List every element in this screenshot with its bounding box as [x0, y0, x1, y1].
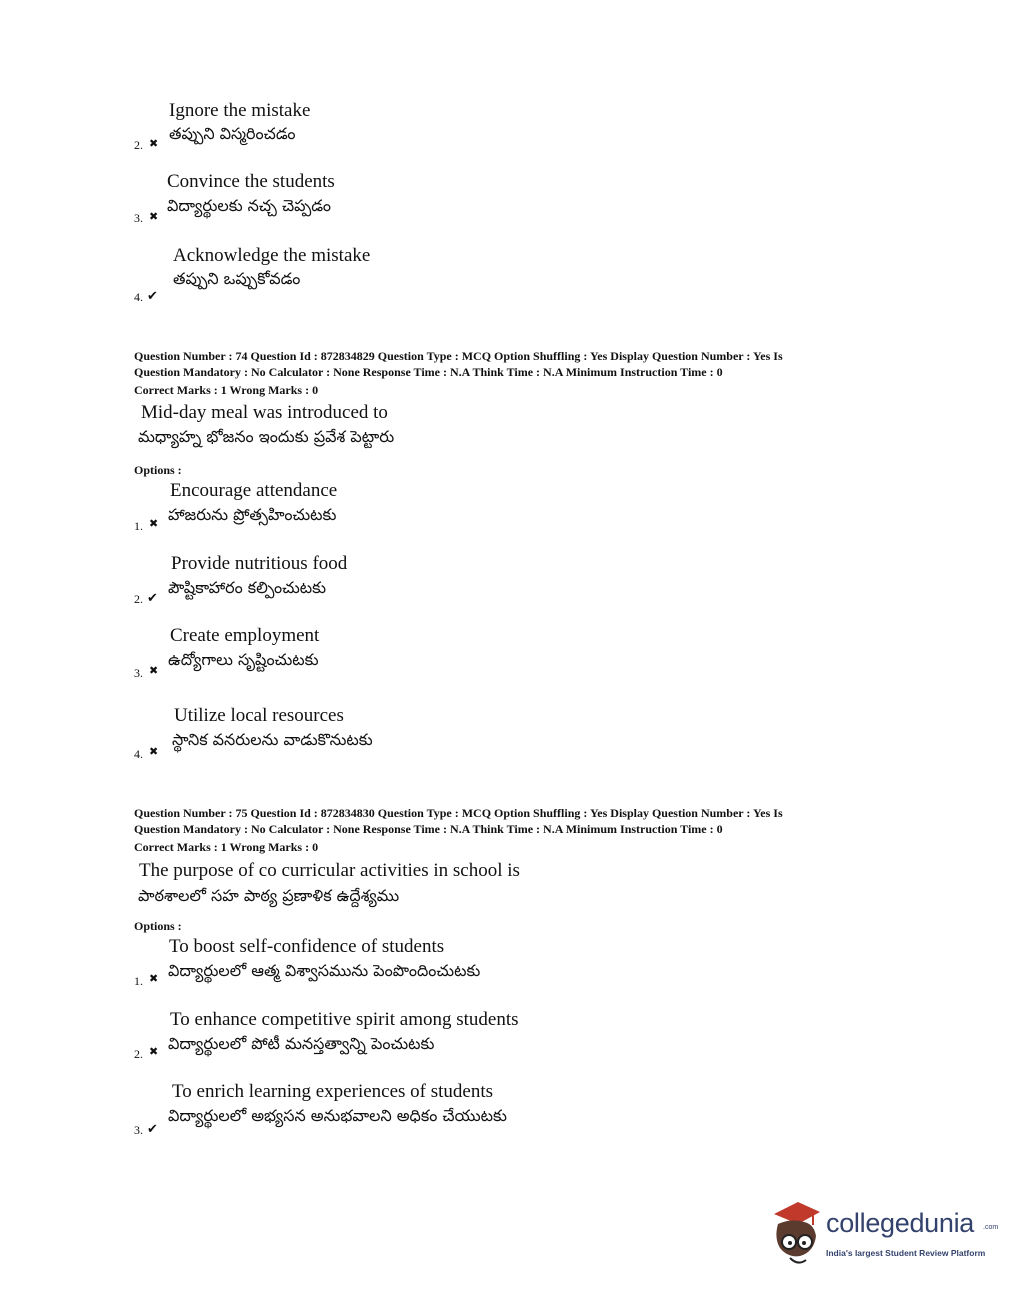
correct-mark-icon: ✔: [147, 590, 158, 605]
option-number: 1.: [134, 974, 143, 988]
option-text-en: To enrich learning experiences of students: [172, 1081, 494, 1102]
option-text-en: To boost self-confidence of students: [169, 936, 445, 957]
question-marks: Correct Marks : 1 Wrong Marks : 0: [134, 840, 319, 854]
option-text-te: విద్యార్థులలో అభ్యసన అనుభవాలని అధికం చేయుటకు: [168, 1106, 507, 1125]
logo-domain: .com: [983, 1224, 999, 1231]
wrong-mark-icon: ✖: [149, 138, 159, 150]
wrong-mark-icon: ✖: [149, 1046, 159, 1058]
options-label: Options :: [134, 919, 182, 933]
option-text-te: విద్యార్థులలో పోటీ మనస్తత్వాన్ని పెంచుటకు: [168, 1034, 435, 1053]
option-number: 3.: [134, 211, 143, 225]
option-text-en: Provide nutritious food: [171, 553, 348, 574]
option-number: 2.: [134, 1047, 143, 1061]
question-meta-line: Question Mandatory : No Calculator : None Response Time : N.A Think Time : N.A Minimum Instruction Time : 0: [134, 822, 723, 836]
wrong-mark-icon: ✖: [149, 518, 159, 530]
option-text-te: తప్పుని విస్మరించడం: [169, 124, 296, 143]
option-text-te: పౌష్టికాహారం కల్పించుటకు: [168, 578, 327, 597]
option-number: 3.: [134, 1123, 143, 1137]
option-number: 1.: [134, 519, 143, 533]
option-number: 2.: [134, 592, 143, 606]
option-text-en: To enhance competitive spirit among students: [170, 1009, 519, 1030]
option-text-en: Convince the students: [167, 171, 335, 192]
wrong-mark-icon: ✖: [149, 746, 159, 758]
option-text-te: విద్యార్థులకు నచ్చ చెప్పడం: [167, 196, 331, 215]
option-text-en: Create employment: [170, 625, 320, 646]
options-label: Options :: [134, 463, 182, 477]
mascot-icon: [768, 1198, 826, 1270]
option-text-te: విద్యార్థులలో ఆత్మ విశ్వాసమును పెంపొందించుటకు: [168, 961, 481, 980]
question-marks: Correct Marks : 1 Wrong Marks : 0: [134, 383, 319, 397]
option-text-te: ఉద్యోగాలు సృష్టించుటకు: [168, 650, 319, 669]
option-text-en: Ignore the mistake: [169, 100, 311, 121]
option-text-te: స్థానిక వనరులను వాడుకొనుటకు: [172, 730, 373, 749]
option-number: 4.: [134, 290, 143, 304]
question-meta-line: Question Number : 75 Question Id : 872834830 Question Type : MCQ Option Shuffling : Yes Display Question Number : Yes Is: [134, 806, 783, 820]
option-number: 4.: [134, 747, 143, 761]
option-number: 2.: [134, 138, 143, 152]
question-text-te: మధ్యాహ్న భోజనం ఇందుకు ప్రవేశ పెట్టారు: [138, 427, 395, 446]
question-text-te: పాఠశాలలో సహ పాఠ్య ప్రణాళిక ఉద్దేశ్యము: [138, 886, 400, 905]
option-text-te: హాజరును ప్రోత్సహించుటకు: [168, 505, 337, 524]
option-text-en: Acknowledge the mistake: [173, 245, 371, 266]
option-number: 3.: [134, 666, 143, 680]
wrong-mark-icon: ✖: [149, 211, 159, 223]
collegedunia-logo: [768, 1198, 1000, 1270]
option-text-en: Utilize local resources: [174, 705, 344, 726]
logo-tagline: India's largest Student Review Platform: [826, 1248, 986, 1258]
option-text-te: తప్పుని ఒప్పుకోవడం: [173, 269, 301, 288]
question-text-en: Mid-day meal was introduced to: [141, 402, 388, 423]
question-meta-line: Question Number : 74 Question Id : 872834829 Question Type : MCQ Option Shuffling : Yes Display Question Number : Yes Is: [134, 349, 783, 363]
wrong-mark-icon: ✖: [149, 665, 159, 677]
question-meta-line: Question Mandatory : No Calculator : None Response Time : N.A Think Time : N.A Minimum Instruction Time : 0: [134, 365, 723, 379]
option-text-en: Encourage attendance: [170, 480, 338, 501]
correct-mark-icon: ✔: [147, 288, 158, 303]
question-text-en: The purpose of co curricular activities in school is: [139, 860, 520, 881]
wrong-mark-icon: ✖: [149, 973, 159, 985]
correct-mark-icon: ✔: [147, 1121, 158, 1136]
logo-wordmark: collegedunia: [826, 1208, 975, 1238]
